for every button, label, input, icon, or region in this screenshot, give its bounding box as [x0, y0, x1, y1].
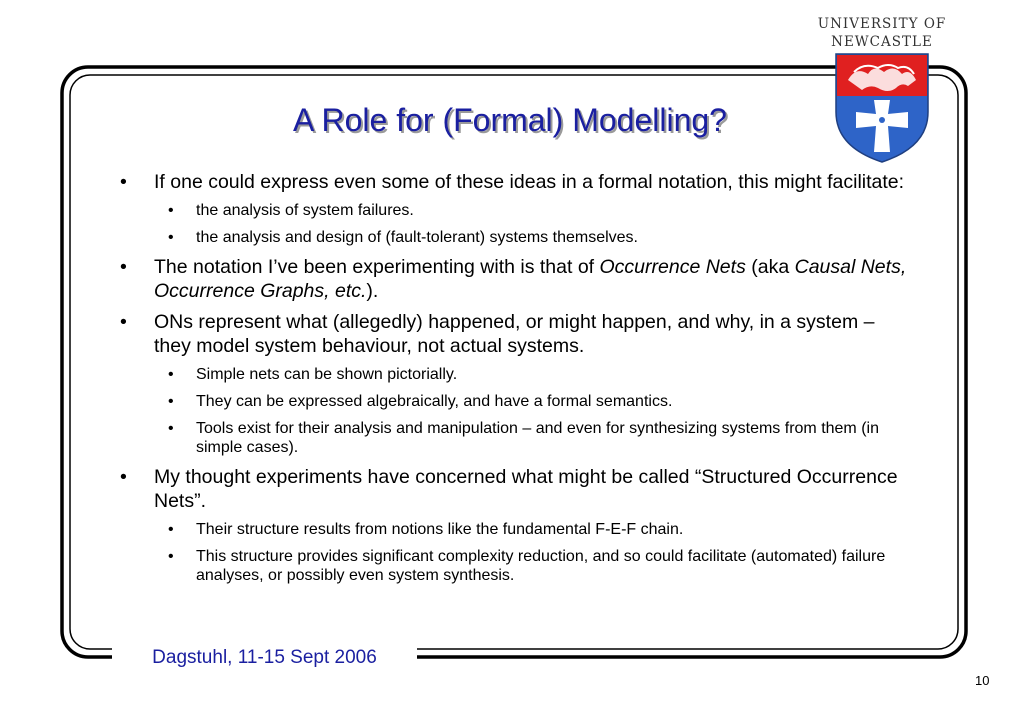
bullet-text: They can be expressed algebraically, and have a formal semantics.: [196, 393, 673, 410]
university-name-line2: NEWCASTLE: [831, 34, 933, 50]
bullet-text: ).: [366, 280, 379, 302]
bullet-text: Their structure results from notions like the fundamental F-E-F chain.: [196, 521, 684, 538]
footer-label: Dagstuhl, 11-15 Sept 2006: [112, 645, 417, 671]
bullet-text: If one could express even some of these ideas in a formal notation, this might facilitate:: [154, 171, 905, 193]
sub-bullet-item: [118, 228, 908, 247]
bullet-text: the analysis of system failures.: [196, 202, 414, 219]
university-logo: [812, 12, 952, 167]
bullet-text-italic: Causal Nets, Occurrence Graphs, etc.: [154, 256, 907, 302]
bullet-text: Simple nets can be shown pictorially.: [196, 366, 458, 383]
bullet-text: Tools exist for their analysis and manipulation – and even for synthesizing systems from them (in simple cases).: [196, 420, 879, 456]
bullet-item: [118, 255, 908, 303]
bullet-list: [118, 170, 908, 593]
bullet-text: the analysis and design of (fault-tolerant) systems themselves.: [196, 229, 638, 246]
university-shield-icon: [834, 52, 930, 164]
bullet-text: My thought experiments have concerned what might be called “Structured Occurrence Nets”.: [154, 466, 898, 512]
university-name-line1: UNIVERSITY OF: [817, 16, 947, 32]
bullet-item: [118, 310, 908, 358]
sub-bullet-item: [118, 419, 908, 457]
bullet-text: ONs represent what (allegedly) happened, or might happen, and why, in a system – they model system behaviour, not actual systems.: [154, 311, 875, 357]
sub-bullet-item: [118, 520, 908, 539]
bullet-text-italic: Occurrence Nets: [599, 256, 746, 278]
slide-title: A Role for (Formal) Modelling?: [293, 102, 727, 138]
bullet-item: [118, 170, 908, 194]
sub-bullet-item: [118, 392, 908, 411]
sub-bullet-item: [118, 547, 908, 585]
sub-bullet-item: [118, 201, 908, 220]
bullet-text: The notation I’ve been experimenting with is that of: [154, 256, 600, 278]
bullet-text: (aka: [745, 256, 795, 278]
page-number: 10: [975, 673, 990, 688]
bullet-text: This structure provides significant complexity reduction, and so could facilitate (automated) failure analyses, or possibly even system synthesis.: [196, 548, 886, 584]
sub-bullet-item: [118, 365, 908, 384]
bullet-item: [118, 465, 908, 513]
